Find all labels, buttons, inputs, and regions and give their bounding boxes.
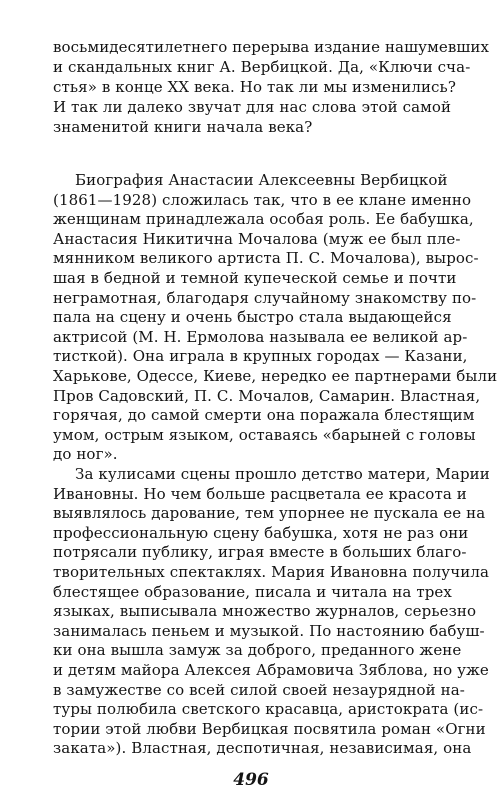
text-line: и детям майора Алексея Абрамовича Зяблова, но уже xyxy=(53,661,489,679)
text-line: женщинам принадлежала особая роль. Ее бабушка, xyxy=(53,210,474,229)
text-line: Анастасия Никитична Мочалова (муж ее был пле- xyxy=(53,229,461,248)
text-line: в замужестве со всей силой своей незаурядной на- xyxy=(53,680,465,699)
page-number: 496 xyxy=(233,770,269,790)
text-line: И так ли далеко звучат для нас слова этой самой xyxy=(53,98,452,116)
text-line: до ног». xyxy=(53,445,118,464)
text-line: мянником великого артиста П. С. Мочалова), вырос- xyxy=(53,249,479,268)
text-line: блестящее образование, писала и читала на трех xyxy=(53,582,452,601)
text-line: знаменитой книги начала века? xyxy=(53,118,313,136)
text-line: профессиональную сцену бабушка, хотя не раз они xyxy=(53,523,469,542)
text-line: (1861—1928) сложилась так, что в ее клане именно xyxy=(53,190,472,209)
text-line: умом, острым языком, оставаясь «барыней с головы xyxy=(53,425,476,444)
text-line: Биография Анастасии Алексеевны Вербицкой xyxy=(75,171,448,189)
text-line: актрисой (М. Н. Ермолова называла ее великой ар- xyxy=(53,327,468,346)
text-line: творительных спектаклях. Мария Ивановна получила xyxy=(53,563,490,581)
text-line: туры полюбила светского красавца, аристократа (ис- xyxy=(53,700,484,719)
text-line: шая в бедной и темной купеческой семье и почти xyxy=(53,269,457,287)
text-line: и скандальных книг А. Вербицкой. Да, «Ключи сча- xyxy=(53,58,471,76)
text-line: потрясали публику, играя вместе в больших благо- xyxy=(53,543,467,562)
text-line: Ивановны. Но чем больше расцветала ее красота и xyxy=(53,484,467,503)
text-line: заката»). Властная, деспотичная, независимая, она xyxy=(53,739,472,758)
text-line: языках, выписывала множество журналов, серьезно xyxy=(53,602,477,621)
text-line: выявлялось дарование, тем упорнее не пускала ее на xyxy=(53,504,486,523)
text-line: стья» в конце XX века. Но так ли мы изменились? xyxy=(53,78,456,96)
text-line: тории этой любви Вербицкая посвятила роман «Огни xyxy=(53,719,486,738)
text-line: ки она вышла замуж за доброго, преданного жене xyxy=(53,641,462,660)
text-line: Харькове, Одессе, Киеве, нередко ее партнерами были xyxy=(53,367,498,385)
text-line: тисткой). Она играла в крупных городах — Казани, xyxy=(53,347,468,366)
text-line: восьмидесятилетнего перерыва издание нашумевших xyxy=(53,38,490,56)
text-line: пала на сцену и очень быстро стала выдающейся xyxy=(53,308,452,327)
text-line: занималась пеньем и музыкой. По настоянию бабуш- xyxy=(53,621,485,640)
text-line: горячая, до самой смерти она поражала блестящим xyxy=(53,406,475,425)
text-line: неграмотная, благодаря случайному знакомству по- xyxy=(53,288,477,307)
text-line: За кулисами сцены прошло детство матери, Марии xyxy=(75,465,490,483)
text-line: Пров Садовский, П. С. Мочалов, Самарин. Властная, xyxy=(53,386,481,405)
